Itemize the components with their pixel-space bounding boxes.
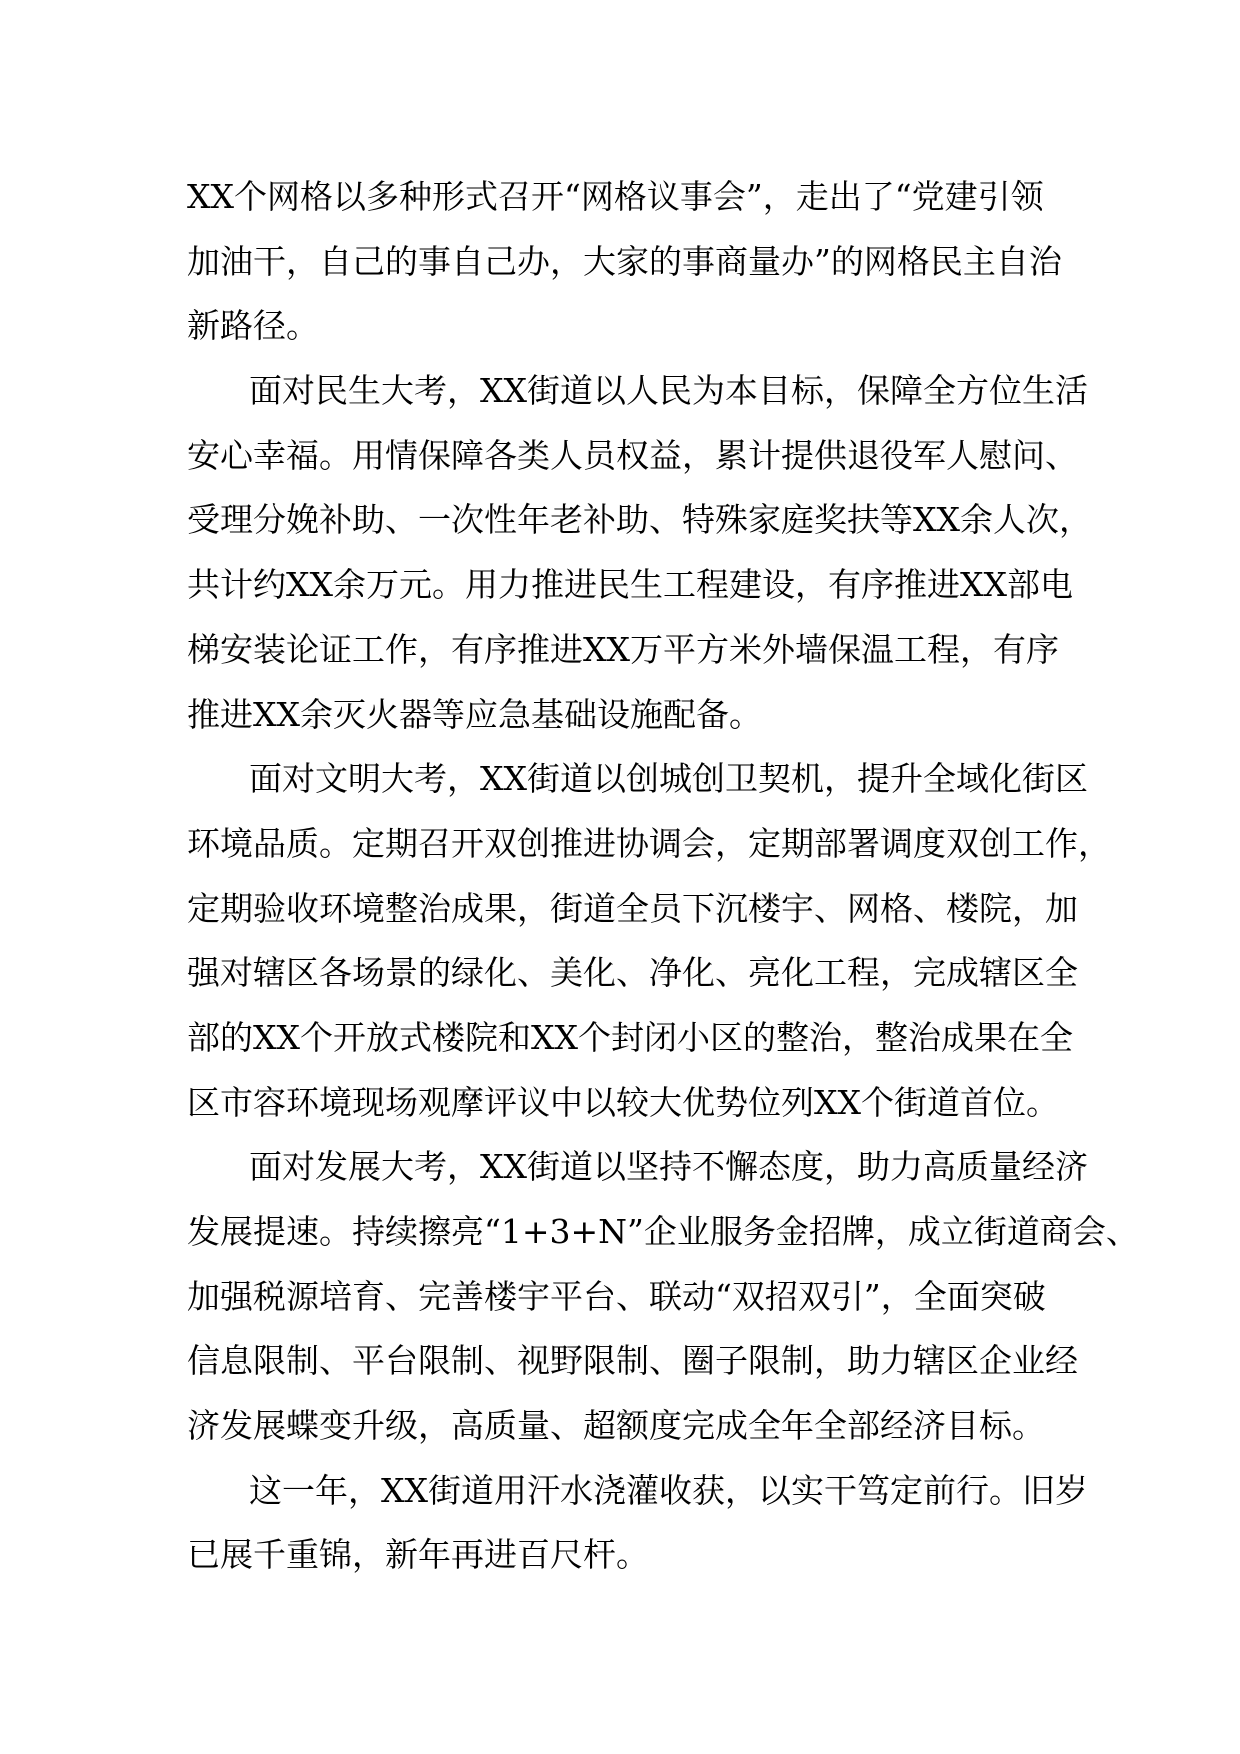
- document-body: [187, 165, 1139, 1588]
- text-line: 定期验收环境整治成果，街道全员下沉楼宇、网格、楼院，加: [187, 888, 1078, 928]
- text-line: 推进XX余灭火器等应急基础设施配备。: [187, 694, 762, 734]
- paragraph-civilization: [187, 747, 1111, 1135]
- text-line: 安心幸福。用情保障各类人员权益，累计提供退役军人慰问、: [187, 435, 1078, 475]
- text-line: 这一年，XX街道用汗水浇灌收获，以实干笃定前行。旧岁: [249, 1470, 1088, 1510]
- text-line: 部的XX个开放式楼院和XX个封闭小区的整治，整治成果在全: [187, 1017, 1073, 1057]
- text-line: 信息限制、平台限制、视野限制、圈子限制，助力辖区企业经: [187, 1341, 1078, 1381]
- text-line: 发展提速。持续擦亮“1+3+N”企业服务金招牌，成立街道商会、: [187, 1212, 1139, 1251]
- text-line: 面对文明大考，XX街道以创城创卫契机，提升全域化街区: [249, 759, 1088, 799]
- text-line: 已展千重锦，新年再进百尺杆。: [187, 1535, 649, 1575]
- text-line: 面对民生大考，XX街道以人民为本目标，保障全方位生活: [249, 371, 1088, 411]
- text-line: 强对辖区各场景的绿化、美化、净化、亮化工程，完成辖区全: [187, 953, 1078, 993]
- text-line: 加油干，自己的事自己办，大家的事商量办”的网格民主自治: [187, 241, 1062, 281]
- text-line: 环境品质。定期召开双创推进协调会，定期部署调度双创工作，: [187, 823, 1111, 863]
- paragraph-development: [187, 1135, 1139, 1458]
- text-line: 加强税源培育、完善楼宇平台、联动“双招双引”，全面突破: [187, 1276, 1046, 1316]
- paragraph-livelihood: [187, 359, 1092, 747]
- text-line: XX个网格以多种形式召开“网格议事会”，走出了“党建引领: [187, 177, 1044, 216]
- text-line: 共计约XX余万元。用力推进民生工程建设，有序推进XX部电: [187, 565, 1073, 605]
- text-line: 新路径。: [187, 306, 319, 346]
- paragraph-grid-autonomy: [187, 165, 1077, 359]
- text-line: 面对发展大考，XX街道以坚持不懈态度，助力高质量经济: [249, 1147, 1088, 1187]
- text-line: 受理分娩补助、一次性年老补助、特殊家庭奖扶等XX余人次，: [187, 500, 1092, 540]
- text-line: 梯安装论证工作，有序推进XX万平方米外墙保温工程，有序: [187, 629, 1059, 669]
- text-line: 区市容环境现场观摩评议中以较大优势位列XX个街道首位。: [187, 1082, 1059, 1122]
- paragraph-conclusion: [187, 1459, 1088, 1588]
- text-line: 济发展蝶变升级，高质量、超额度完成全年全部经济目标。: [187, 1406, 1045, 1446]
